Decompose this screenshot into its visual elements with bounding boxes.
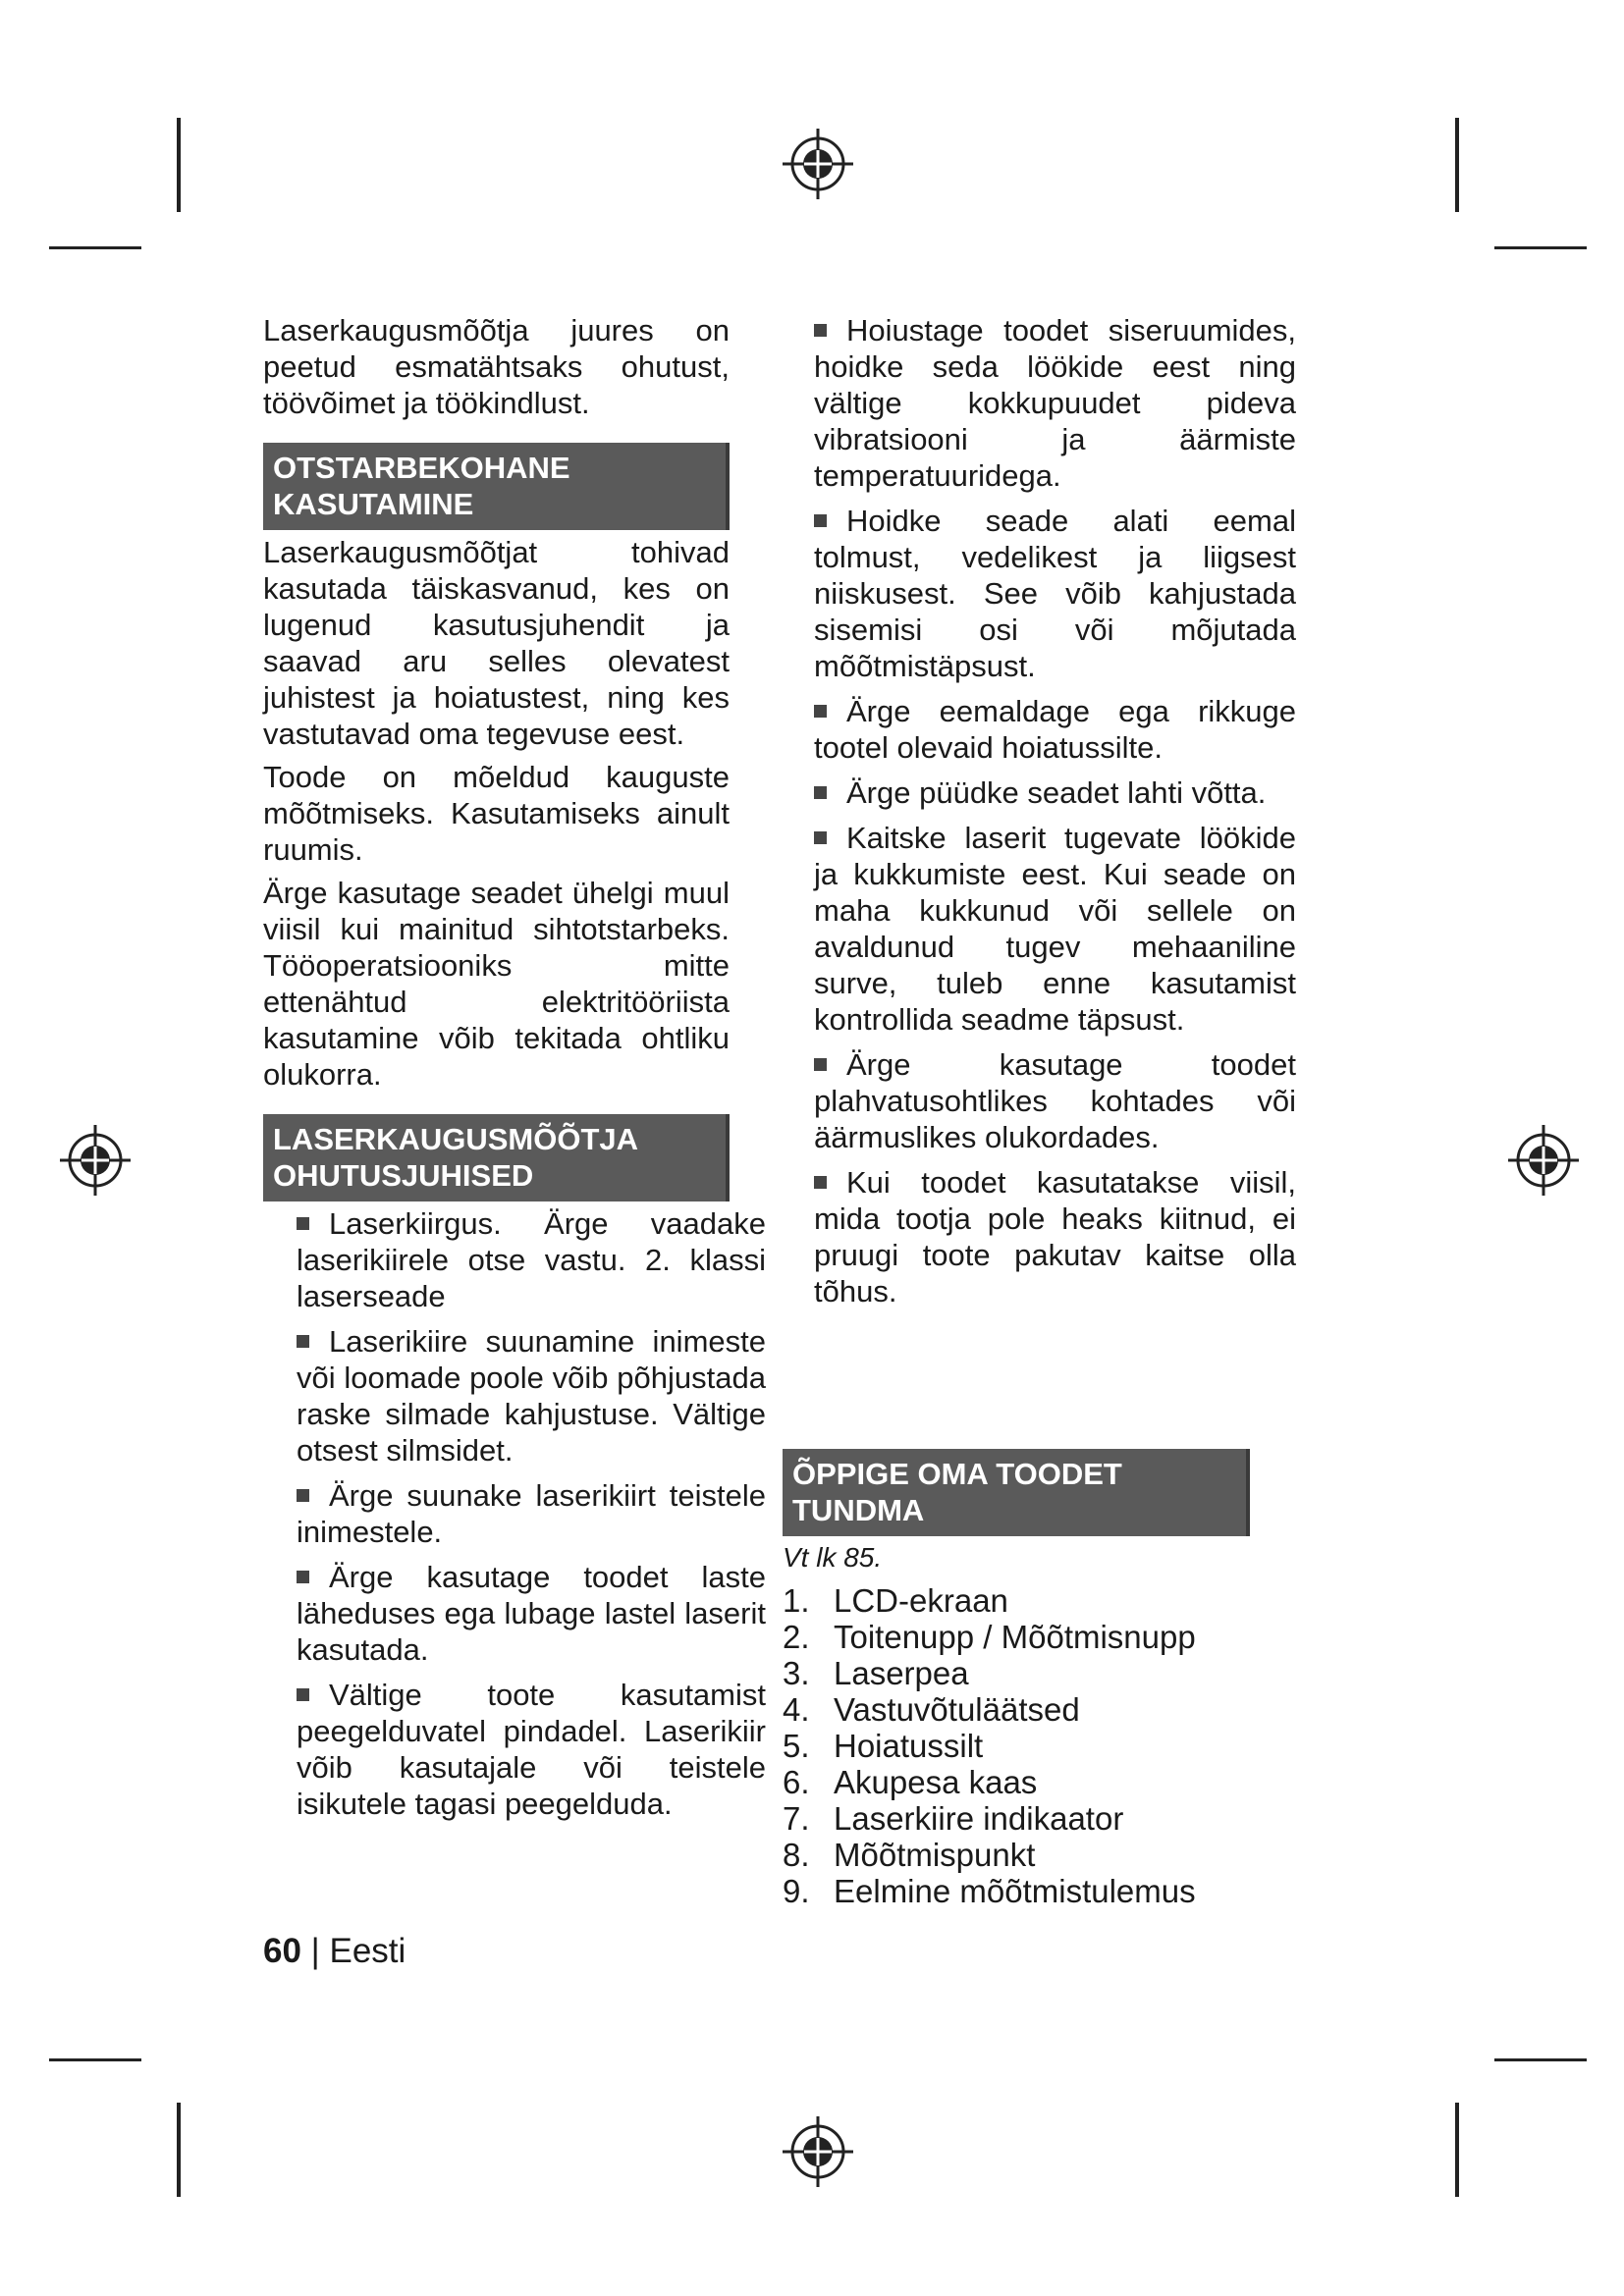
section-heading-know-product: ÕPPIGE OMA TOODET TUNDMA	[783, 1449, 1250, 1536]
bullet-square-icon	[814, 786, 827, 799]
crop-mark	[1494, 246, 1587, 249]
bullet-square-icon	[814, 1058, 827, 1071]
crop-mark	[49, 2058, 141, 2061]
page-footer	[263, 1932, 406, 1971]
list-item: Ärge suunake laserikiirt teistele inimestele.	[297, 1478, 766, 1549]
list-item: Ärge kasutage toodet plahvatusohtlikes kohtades või äärmuslikes olukordades.	[814, 1047, 1296, 1154]
body-paragraph: Toode on mõeldud kauguste mõõtmiseks. Kasutamiseks ainult ruumis.	[263, 760, 730, 867]
left-column	[263, 312, 766, 1822]
registration-mark-icon	[56, 1121, 135, 1200]
crop-mark	[177, 118, 181, 212]
product-overview	[783, 1449, 1250, 1575]
bullet-square-icon	[814, 831, 827, 844]
list-item: 2. Toitenupp / Mõõtmisnupp	[783, 1619, 1196, 1655]
bullet-square-icon	[297, 1217, 309, 1230]
list-item: 6. Akupesa kaas	[783, 1764, 1038, 1800]
section-heading-intended-use: OTSTARBEKOHANE KASUTAMINE	[263, 443, 730, 530]
registration-mark-icon	[779, 2112, 857, 2191]
registration-mark-icon	[779, 125, 857, 203]
parts-list	[783, 1582, 1332, 1909]
list-item: Kui toodet kasutatakse viisil, mida tootja pole heaks kiitnud, ei pruugi toote pakutav kaitse olla tõhus.	[814, 1165, 1296, 1308]
footer-separator: |	[310, 1932, 320, 1970]
crop-mark	[49, 246, 141, 249]
crop-mark	[177, 2103, 181, 2197]
footer-language: Eesti	[329, 1932, 406, 1970]
list-item: Ärge kasutage toodet laste läheduses ega lubage lastel laserit kasutada.	[297, 1560, 766, 1667]
list-item: Hoidke seade alati eemal tolmust, vedelikest ja liigsest niiskusest. See võib kahjustada sisemisi osi või mõjutada mõõtmistäpsust.	[814, 504, 1296, 683]
bullet-square-icon	[814, 324, 827, 337]
list-item: 9. Eelmine mõõtmistulemus	[783, 1873, 1196, 1909]
bullet-square-icon	[297, 1489, 309, 1502]
list-item: 4. Vastuvõtuläätsed	[783, 1691, 1080, 1728]
right-column	[814, 312, 1296, 1309]
list-item: 1. LCD-ekraan	[783, 1582, 1008, 1619]
bullet-square-icon	[814, 705, 827, 718]
page-reference: Vt lk 85.	[783, 1542, 883, 1573]
list-item: Ärge eemaldage ega rikkuge tootel olevaid hoiatussilte.	[814, 694, 1296, 765]
body-paragraph: Ärge kasutage seadet ühelgi muul viisil kui mainitud sihtotstarbeks. Tööoperatsiooniks mitte ettenähtud elektritööriista kasutamine võib tekitada ohtliku olukorra.	[263, 876, 730, 1092]
crop-mark	[1455, 118, 1459, 212]
bullet-square-icon	[297, 1335, 309, 1348]
list-item: 8. Mõõtmispunkt	[783, 1837, 1036, 1873]
body-paragraph: Laserkaugusmõõtjat tohivad kasutada täiskasvanud, kes on lugenud kasutusjuhendit ja saavad aru selles olevatest juhistest ja hoiatustest, ning kes vastutavad oma tegevuse eest.	[263, 535, 730, 751]
section-heading-safety: LASERKAUGUSMÕÕTJA OHUTUSJUHISED	[263, 1114, 730, 1201]
list-item: Kaitske laserit tugevate löökide ja kukkumiste eest. Kui seade on maha kukkunud või sellele on avaldunud tugev mehaaniline surve, tuleb enne kasutamist kontrollida seadme täpsust.	[814, 821, 1296, 1037]
list-item: Laserikiire suunamine inimeste või loomade poole võib põhjustada raske silmade kahjustuse. Vältige otsest silmsidet.	[297, 1324, 766, 1468]
bullet-square-icon	[297, 1571, 309, 1583]
crop-mark	[1494, 2058, 1587, 2061]
list-item: 7. Laserkiire indikaator	[783, 1800, 1124, 1837]
list-item: Hoiustage toodet siseruumides, hoidke seda löökide eest ning vältige kokkupuudet pideva vibratsiooni ja äärmiste temperatuuridega.	[814, 313, 1296, 493]
bullet-square-icon	[814, 514, 827, 527]
list-item: Vältige toote kasutamist peegelduvatel pindadel. Laserikiir võib kasutajale või teistele isikutele tagasi peegelduda.	[297, 1678, 766, 1821]
list-item: Laserkiirgus. Ärge vaadake laserikiirele otse vastu. 2. klassi laserseade	[297, 1206, 766, 1313]
page-number: 60	[263, 1932, 301, 1970]
intro-paragraph: Laserkaugusmõõtja juures on peetud esmatähtsaks ohutust, töövõimet ja töökindlust.	[263, 313, 730, 420]
list-item: 5. Hoiatussilt	[783, 1728, 984, 1764]
list-item: Ärge püüdke seadet lahti võtta.	[814, 774, 1296, 811]
crop-mark	[1455, 2103, 1459, 2197]
registration-mark-icon	[1504, 1121, 1583, 1200]
list-item: 3. Laserpea	[783, 1655, 969, 1691]
bullet-square-icon	[814, 1176, 827, 1189]
bullet-square-icon	[297, 1688, 309, 1701]
